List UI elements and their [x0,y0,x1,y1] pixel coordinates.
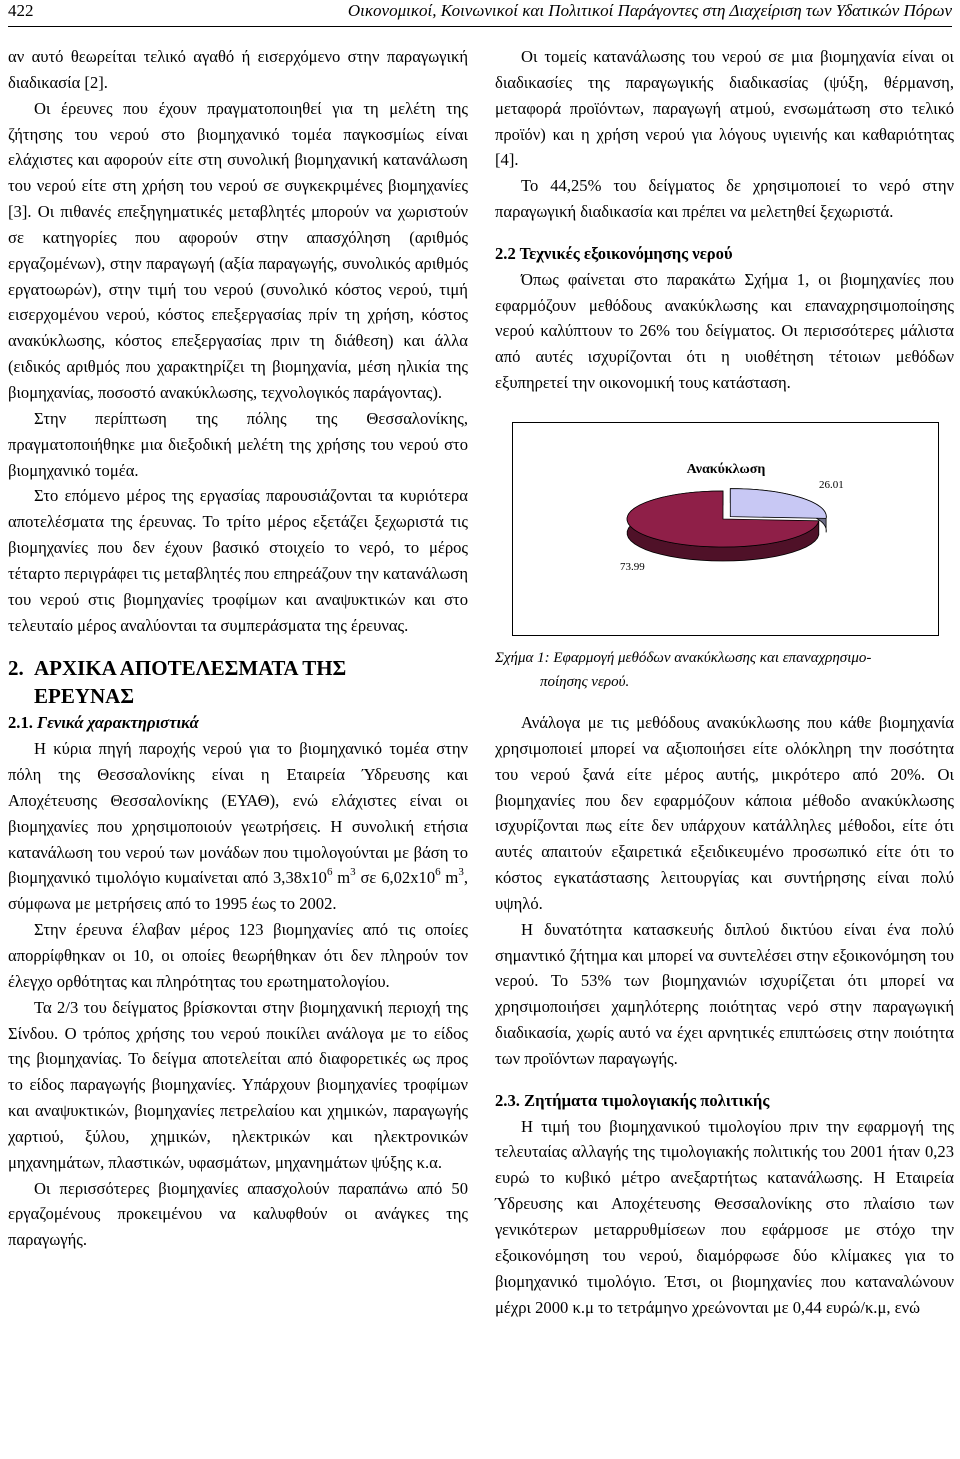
pie-data-label-1: 73.99 [620,560,645,573]
subsection-heading [8,710,468,736]
text-run: Η κύρια πηγή παροχής νερού για το βιομηχανικό τομέα στην πόλη της Θεσσαλονίκης είναι η Εταιρεία Ύδρευσης και Αποχέτευσης Θεσσαλονίκης (ΕΥΑΘ), ενώ ελάχιστες είναι οι βιομηχανίες που χρησιμοποιούν γεωτρήσεις. Η συνολική ετήσια κατανάλωση του νερού των μονάδων που τιμολογούνται με βάση το βιομηχανικό τιμολόγιο κυμαίνεται από 3,38x10 [8,739,468,888]
text-run: , σύμφωνα με μετρήσεις από το 1995 έως το 2002. [8,868,468,914]
section-number: 2. [8,656,24,681]
superscript: 6 [435,866,441,879]
section-title-line1: ΑΡΧΙΚΑ ΑΠΟΤΕΛΕΣΜΑΤΑ ΤΗΣ [34,656,347,681]
paragraph: Στο επόμενο μέρος της εργασίας παρουσιάζονται τα κυριότερα αποτελέσματα της έρευνας. Το τρίτο μέρος εξετάζει ξεχωριστά τις βιομηχανίες που δεν έχουν βασικό στοιχείο το νερό, το μέρος τέταρτο περιγράφει τις μεταβλητές που επηρεάζουν την κατανάλωση του νερού στις βιομηχανίες τροφίμων και αναψυκτικών και στο τελευταίο μέρος αναλύονται τα συμπεράσματα της έρευνας. [8,486,468,635]
figure-caption [495,646,954,694]
paragraph: αν αυτό θεωρείται τελικό αγαθό ή εισερχόμενο στην παραγωγική διαδικασία [2]. [8,47,468,92]
section-title-line2: ΕΡΕΥΝΑΣ [34,684,135,709]
text-run: m [332,868,351,888]
paragraph: Το 44,25% του δείγματος δε χρησιμοποιεί το νερό στην παραγωγική διαδικασία και πρέπει να μελετηθεί ξεχωριστά. [495,176,954,222]
section-heading [8,654,468,710]
paragraph [8,736,468,917]
paragraph: Στην έρευνα έλαβαν μέρος 123 βιομηχανίες από τις οποίες απορρίφθηκαν οι 10, οι οποίες θεωρήθηκαν ότι δεν πληρούν τον έλεγχο ορθότητας και πληρότητας του ερωτηματολογίου. [8,920,468,991]
page-number: 422 [8,1,34,20]
paragraph: Στην περίπτωση της πόλης της Θεσσαλονίκης, πραγματοποιήθηκε μια διεξοδική μελέτη της χρήσης του νερού στο βιομηχανικό τομέα. [8,408,468,480]
right-column [495,44,954,1320]
subsection-number: 2.1. [8,713,33,733]
paragraph: Οι περισσότερες βιομηχανίες απασχολούν παραπάνω από 50 εργαζομένους προκειμένου να καλυφθούν οι ανάγκες της παραγωγής. [8,1178,468,1250]
pie-chart-svg [513,423,938,635]
caption-line2: ποίησης νερού. [540,673,630,690]
paragraph: Η τιμή του βιομηχανικού τιμολογίου πριν την εφαρμογή της τελευταίας αλλαγής της τιμολογιακής πολιτικής του 2001 ήταν 0,23 ευρώ το κυβικό μέτρο ανεξαρτήτως κατανάλωσης. Η Εταιρεία Ύδρευσης και Αποχέτευσης Θεσσαλονίκης στο πλαίσιο των γενικότερων μεταρρυθμίσεων που εφάρμοσε με στόχο την εξοικονόμηση του νερού, διαμόρφωσε δύο κλίμακες για το βιομηχανικό τιμολόγιο. Έτσι, οι βιομηχανίες που καταναλώνουν μέχρι 2000 κ.μ το τετράμηνο χρεώνονται με 0,44 ευρώ/κ.μ, ενώ [495,1116,954,1317]
pie-slice-top-0 [730,489,826,519]
chart-title: Ανακύκλωση [686,461,766,477]
paragraph: Τα 2/3 του δείγματος βρίσκονται στην βιομηχανική περιοχή της Σίνδου. Ο τρόπος χρήσης του νερού ποικίλει ανάλογα με το είδος της βιομηχανίας. Το δείγμα αποτελείται από διαφορετικές ως προς το είδος παραγωγής βιομηχανίες. Υπάρχουν βιομηχανίες τροφίμων και αναψυκτικών, βιομηχανίες πετρελαίου και χημικών, παραγωγής χαρτιού, ξύλου, χημικών, ηλεκτρικών και ηλεκτρονικών μηχανημάτων, πλαστικών, υφασμάτων, μηχανημάτων ψύξης κ.α. [8,997,468,1172]
running-title: Οικονομικοί, Κοινωνικοί και Πολιτικοί Παράγοντες στη Διαχείριση των Υδατικών Πόρων [347,1,952,20]
paragraph: Οι έρευνες που έχουν πραγματοποιηθεί για τη μελέτη της ζήτησης του νερού στο βιομηχανικό τομέα παγκοσμίως είναι ελάχιστες και αφορούν είτε στη συνολική βιομηχανική κατανάλωση του νερού είτε στη χρήση του νερού σε συγκεκριμένες βιομηχανίες [3]. Οι πιθανές επεξηγηματικές μεταβλητές μπορούν να χωριστούν σε κατηγορίες που αφορούν στην απασχόληση (αριθμός εργαζομένων), στην παραγωγή (αξία παραγωγής, συνολικός αριθμός εργατοωρών), στην τιμή του νερού (συνολικό κόστος νερού, τιμή εισερχομένου νερού, κόστος επεξεργασίας πρίν τη χρήση, κόστος ανακύκλωσης, κόστος επεξεργασίας πριν τη διάθεση) και άλλα (ειδικός αριθμός που χαρακτηρίζει τη βιομηχανία, μέση ηλικία της βιομηχανίας, ποσοστό ανακύκλωσης, τεχνολογικός παράγοντας). [8,98,468,402]
superscript: 6 [326,866,333,879]
left-column [8,44,468,1253]
paragraph: Όπως φαίνεται στο παρακάτω Σχήμα 1, οι βιομηχανίες που εφαρμόζουν μεθόδους ανακύκλωσης και επαναχρησιμοποίησης νερού καλύπτουν το 26% του δείγματος. Οι περισσότερες μάλιστα από αυτές ισχυρίζονται ότι η υιοθέτηση τέτοιων μεθόδων εξυπηρετεί την οικονομική τους κατάσταση. [495,269,954,393]
subsection-heading: 2.2 Τεχνικές εξοικονόμησης νερού [495,243,733,263]
pie-data-label-0: 26.01 [819,478,844,491]
caption-line1: Σχήμα 1: Εφαρμογή μεθόδων ανακύκλωσης και επαναχρησιμο- [495,649,872,666]
subsection-heading: 2.3. Ζητήματα τιμολογιακής πολιτικής [495,1090,770,1110]
subsection-title: Γενικά χαρακτηριστικά [37,713,199,733]
pie-chart [512,422,939,636]
superscript: 3 [350,866,356,879]
text-run: σε 6,02x10 [355,868,436,888]
paragraph: Οι τομείς κατανάλωσης του νερού σε μια βιομηχανία είναι οι διαδικασίες της παραγωγικής διαδικασίας (ψύξη, θέρμανση, μεταφορά προϊόντων, παραγωγή ατμού, ενσωμάτωση στο τελικό προϊόν) και η χρήση νερού για λόγους υγιεινής και καθαριότητας [4]. [495,47,954,170]
running-header [8,0,952,27]
paragraph: Ανάλογα με τις μεθόδους ανακύκλωσης που κάθε βιομηχανία χρησιμοποιεί μπορεί να αξιοποιήσει είτε ολόκληρη την ποσότητα του νερού ξανά είτε μέρος αυτής, μικρότερο από 20%. Οι βιομηχανίες που δεν εφαρμόζουν κάποια μέθοδο ανακύκλωσης ισχυρίζονται πως είτε δεν υπάρχουν κατάλληλες μέθοδοι, είτε ότι αυτές απαιτούν εξαιρετικά εξειδικευμένο προσωπικό είτε ότι το κόστος εγκατάστασης λειτουργίας και συντήρησης είναι πολύ υψηλό. [495,712,954,913]
text-run: m [440,868,459,888]
paragraph: Η δυνατότητα κατασκευής διπλού δικτύου είναι ένα πολύ σημαντικό ζήτημα και μπορεί να συντελέσει στην εξοικονόμηση του νερού. Το 53% των βιομηχανιών ισχυρίζεται ότι μπορεί να χρησιμοποιήσει χαμηλότερης ποιότητας νερό στην παραγωγική διαδικασία, χωρίς αυτό να έχει αρνητικές επιπτώσεις στην ποιότητα των προϊόντων παραγωγής. [495,919,954,1068]
superscript: 3 [458,866,464,879]
